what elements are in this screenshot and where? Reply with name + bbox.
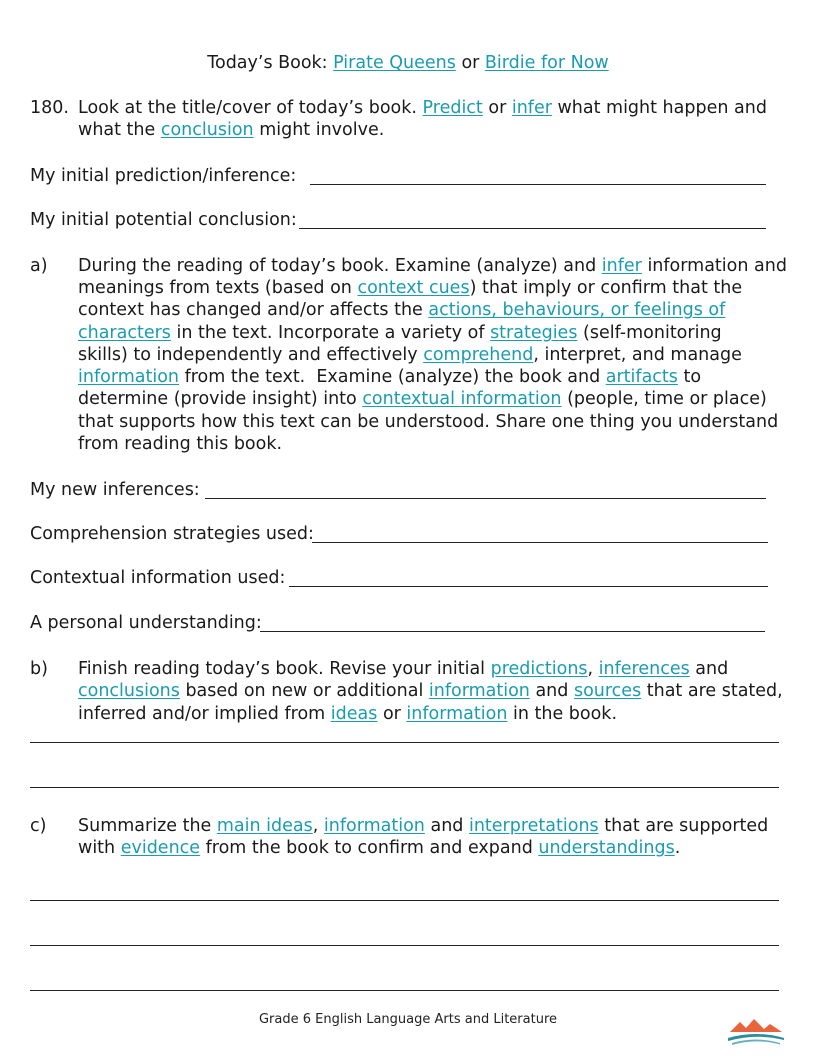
label-contextual-information: Contextual information used: (30, 568, 286, 588)
text: information and (641, 256, 787, 276)
part-a-line-6 (78, 366, 701, 389)
link-infer[interactable]: infer (511, 98, 552, 118)
answer-line-c-3[interactable] (30, 990, 779, 991)
link-sources[interactable]: sources (573, 681, 642, 701)
label-comprehension-strategies: Comprehension strategies used: (30, 524, 314, 544)
text: in the text. Incorporate a variety of (170, 323, 491, 343)
part-a-line-8: that supports how this text can be understood. Share one thing you understand (78, 412, 779, 432)
book-link-pirate-queens[interactable]: Pirate Queens (333, 53, 456, 73)
text: context has changed and/or affects the (78, 300, 429, 320)
question-180-line-2 (78, 119, 384, 142)
text: or (482, 98, 512, 118)
part-a-line-2 (78, 277, 742, 300)
text: with (78, 838, 121, 858)
part-c-line-2 (78, 837, 680, 860)
text: . (674, 838, 681, 858)
text: Summarize the (78, 816, 217, 836)
link-contextual-information[interactable]: contextual information (362, 389, 562, 409)
answer-line-personal-understanding[interactable] (260, 631, 765, 632)
link-conclusion[interactable]: conclusion (160, 120, 254, 140)
answer-line-new-inferences[interactable] (205, 498, 766, 499)
text: that are stated, (641, 681, 783, 701)
link-inferences[interactable]: inferences (598, 659, 690, 679)
link-information[interactable]: information (406, 704, 508, 724)
text: , (587, 659, 599, 679)
title-prefix: Today’s Book: (207, 53, 334, 73)
link-information[interactable]: information (323, 816, 425, 836)
label-initial-conclusion: My initial potential conclusion: (30, 210, 297, 230)
link-information[interactable]: information (78, 367, 180, 387)
part-b-line-1 (78, 658, 728, 681)
text: what the (78, 120, 161, 140)
label-initial-prediction: My initial prediction/inference: (30, 166, 297, 186)
answer-line-initial-prediction[interactable] (310, 184, 766, 185)
question-number: 180. (30, 98, 69, 118)
link-conclusions[interactable]: conclusions (78, 681, 180, 701)
link-characters[interactable]: characters (78, 323, 171, 343)
text: Look at the title/cover of today’s book. (78, 98, 423, 118)
link-comprehend[interactable]: comprehend (423, 345, 534, 365)
part-a-line-3 (78, 299, 725, 322)
text: from the book to confirm and expand (200, 838, 539, 858)
part-b-label: b) (30, 659, 48, 679)
text: Finish reading today’s book. Revise your initial (78, 659, 491, 679)
question-180-line-1 (78, 97, 767, 120)
text: and (424, 816, 469, 836)
label-personal-understanding: A personal understanding: (30, 613, 262, 633)
answer-line-comprehension-strategies[interactable] (312, 542, 768, 543)
part-a-line-4 (78, 322, 722, 345)
answer-line-initial-conclusion[interactable] (299, 228, 766, 229)
text: in the book. (507, 704, 618, 724)
text: skills) to independently and effectively (78, 345, 424, 365)
part-a-label: a) (30, 256, 48, 276)
text: (people, time or place) (561, 389, 767, 409)
part-a-line-9: from reading this book. (78, 434, 283, 454)
link-understandings[interactable]: understandings (538, 838, 675, 858)
answer-line-b-1[interactable] (30, 742, 779, 743)
part-c-line-1 (78, 815, 768, 838)
part-c-label: c) (30, 816, 47, 836)
title-or: or (455, 53, 485, 73)
part-a-line-1 (78, 255, 787, 278)
part-a-line-7 (78, 388, 767, 411)
text: inferred and/or implied from (78, 704, 331, 724)
text: and (689, 659, 729, 679)
link-context-cues[interactable]: context cues (357, 278, 470, 298)
part-a-line-5 (78, 344, 742, 367)
text: , interpret, and manage (533, 345, 742, 365)
text: determine (provide insight) into (78, 389, 363, 409)
part-b-line-2 (78, 680, 783, 703)
text: based on new or additional (179, 681, 429, 701)
link-infer[interactable]: infer (601, 256, 642, 276)
mountain-logo-icon (726, 1016, 786, 1046)
link-predict[interactable]: Predict (422, 98, 483, 118)
answer-line-c-1[interactable] (30, 900, 779, 901)
text: meanings from texts (based on (78, 278, 358, 298)
text: or (377, 704, 407, 724)
link-strategies[interactable]: strategies (490, 323, 578, 343)
page-title (0, 52, 816, 75)
text: what might happen and (551, 98, 767, 118)
link-actions-behaviours-feelings[interactable]: actions, behaviours, or feelings of (428, 300, 726, 320)
part-b-line-3 (78, 703, 617, 726)
text: to (677, 367, 702, 387)
answer-line-c-2[interactable] (30, 945, 779, 946)
link-interpretations[interactable]: interpretations (468, 816, 599, 836)
answer-line-contextual-information[interactable] (289, 586, 768, 587)
text: ) that imply or confirm that the (469, 278, 743, 298)
book-link-birdie-for-now[interactable]: Birdie for Now (484, 53, 609, 73)
label-new-inferences: My new inferences: (30, 480, 200, 500)
text: (self-monitoring (577, 323, 722, 343)
link-ideas[interactable]: ideas (330, 704, 378, 724)
link-artifacts[interactable]: artifacts (605, 367, 678, 387)
page-footer: Grade 6 English Language Arts and Literature (258, 1012, 558, 1027)
text: from the text. Examine (analyze) the book and (179, 367, 606, 387)
link-evidence[interactable]: evidence (120, 838, 201, 858)
link-information[interactable]: information (428, 681, 530, 701)
answer-line-b-2[interactable] (30, 787, 779, 788)
link-main-ideas[interactable]: main ideas (216, 816, 313, 836)
text: , (312, 816, 324, 836)
text: that are supported (598, 816, 769, 836)
link-predictions[interactable]: predictions (490, 659, 588, 679)
text: might involve. (253, 120, 385, 140)
text: During the reading of today’s book. Examine (analyze) and (78, 256, 602, 276)
text: and (529, 681, 574, 701)
